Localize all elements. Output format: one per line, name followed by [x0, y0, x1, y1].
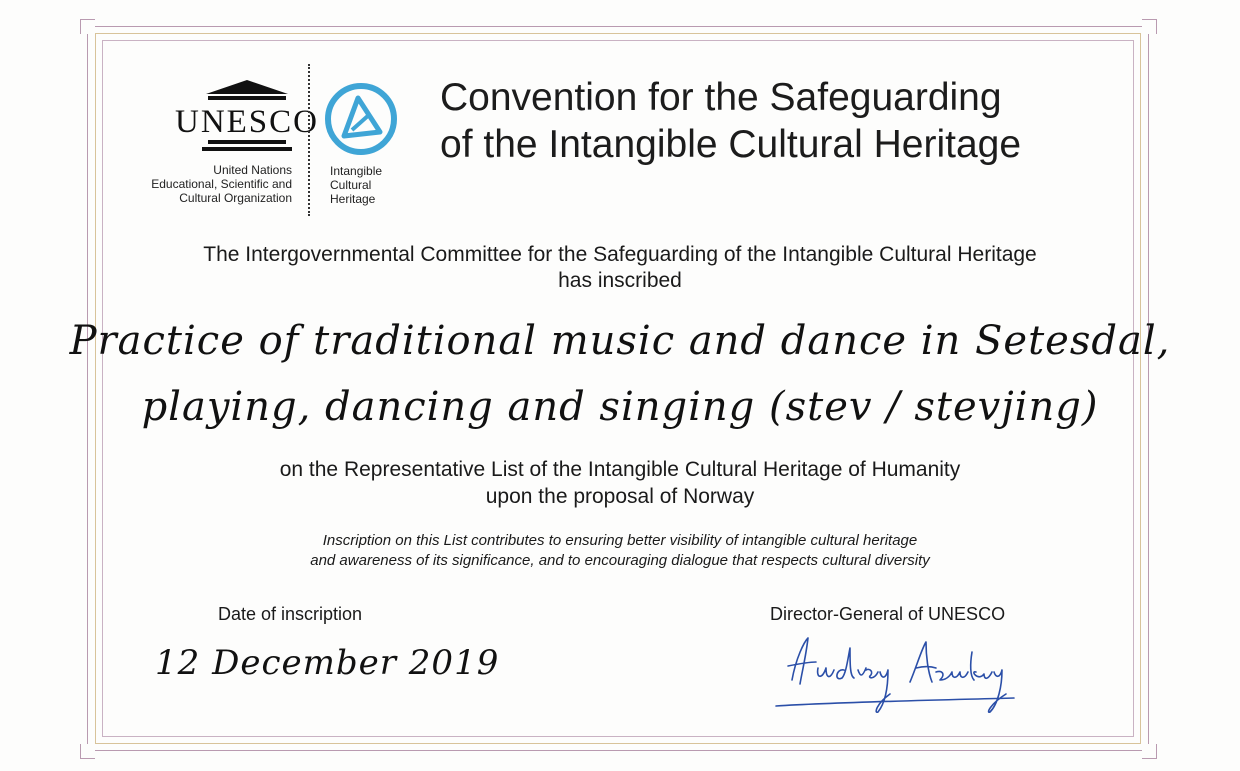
date-of-inscription-value: 12 December 2019 — [155, 643, 500, 683]
ich-name-line: Intangible — [330, 164, 383, 178]
corner-ornament-top-left — [80, 19, 95, 34]
inscribed-statement: has inscribed — [558, 269, 682, 292]
ich-name-line: Cultural — [330, 178, 372, 192]
convention-title-line: of the Intangible Cultural Heritage — [440, 123, 1022, 166]
element-title-line: Practice of traditional music and dance in Setesdal, — [69, 318, 1171, 364]
date-of-inscription-label: Date of inscription — [218, 604, 363, 624]
signature-icon — [770, 628, 1020, 718]
unesco-name-line: United Nations — [213, 163, 292, 177]
ich-emblem-icon — [322, 80, 400, 158]
element-title-line: playing, dancing and singing (stev / stevjing) — [141, 384, 1099, 430]
unesco-logo-icon — [174, 78, 320, 154]
logo-divider — [308, 64, 310, 216]
convention-title — [440, 74, 1140, 168]
inscription-note-line: Inscription on this List contributes to ensuring better visibility of intangible cultural heritage — [322, 532, 918, 549]
corner-ornament-bottom-left — [80, 744, 95, 759]
unesco-logo-lettering: UNESCO — [174, 104, 320, 140]
committee-statement: The Intergovernmental Committee for the Safeguarding of the Intangible Cultural Heritage — [203, 243, 1037, 266]
unesco-name-line: Educational, Scientific and — [151, 177, 292, 191]
unesco-name-line: Cultural Organization — [179, 191, 292, 205]
corner-ornament-top-right — [1142, 19, 1157, 34]
representative-list-line: on the Representative List of the Intangible Cultural Heritage of Humanity — [279, 458, 961, 481]
ich-name — [330, 164, 382, 206]
inscription-note-line: and awareness of its significance, and to encouraging dialogue that respects cultural diversity — [310, 552, 930, 569]
proposal-line: upon the proposal of Norway — [485, 485, 755, 508]
corner-ornament-bottom-right — [1142, 744, 1157, 759]
convention-title-line: Convention for the Safeguarding — [440, 76, 1002, 119]
director-general-label: Director-General of UNESCO — [770, 604, 1006, 624]
unesco-organization-name — [130, 163, 292, 205]
ich-name-line: Heritage — [330, 192, 376, 206]
